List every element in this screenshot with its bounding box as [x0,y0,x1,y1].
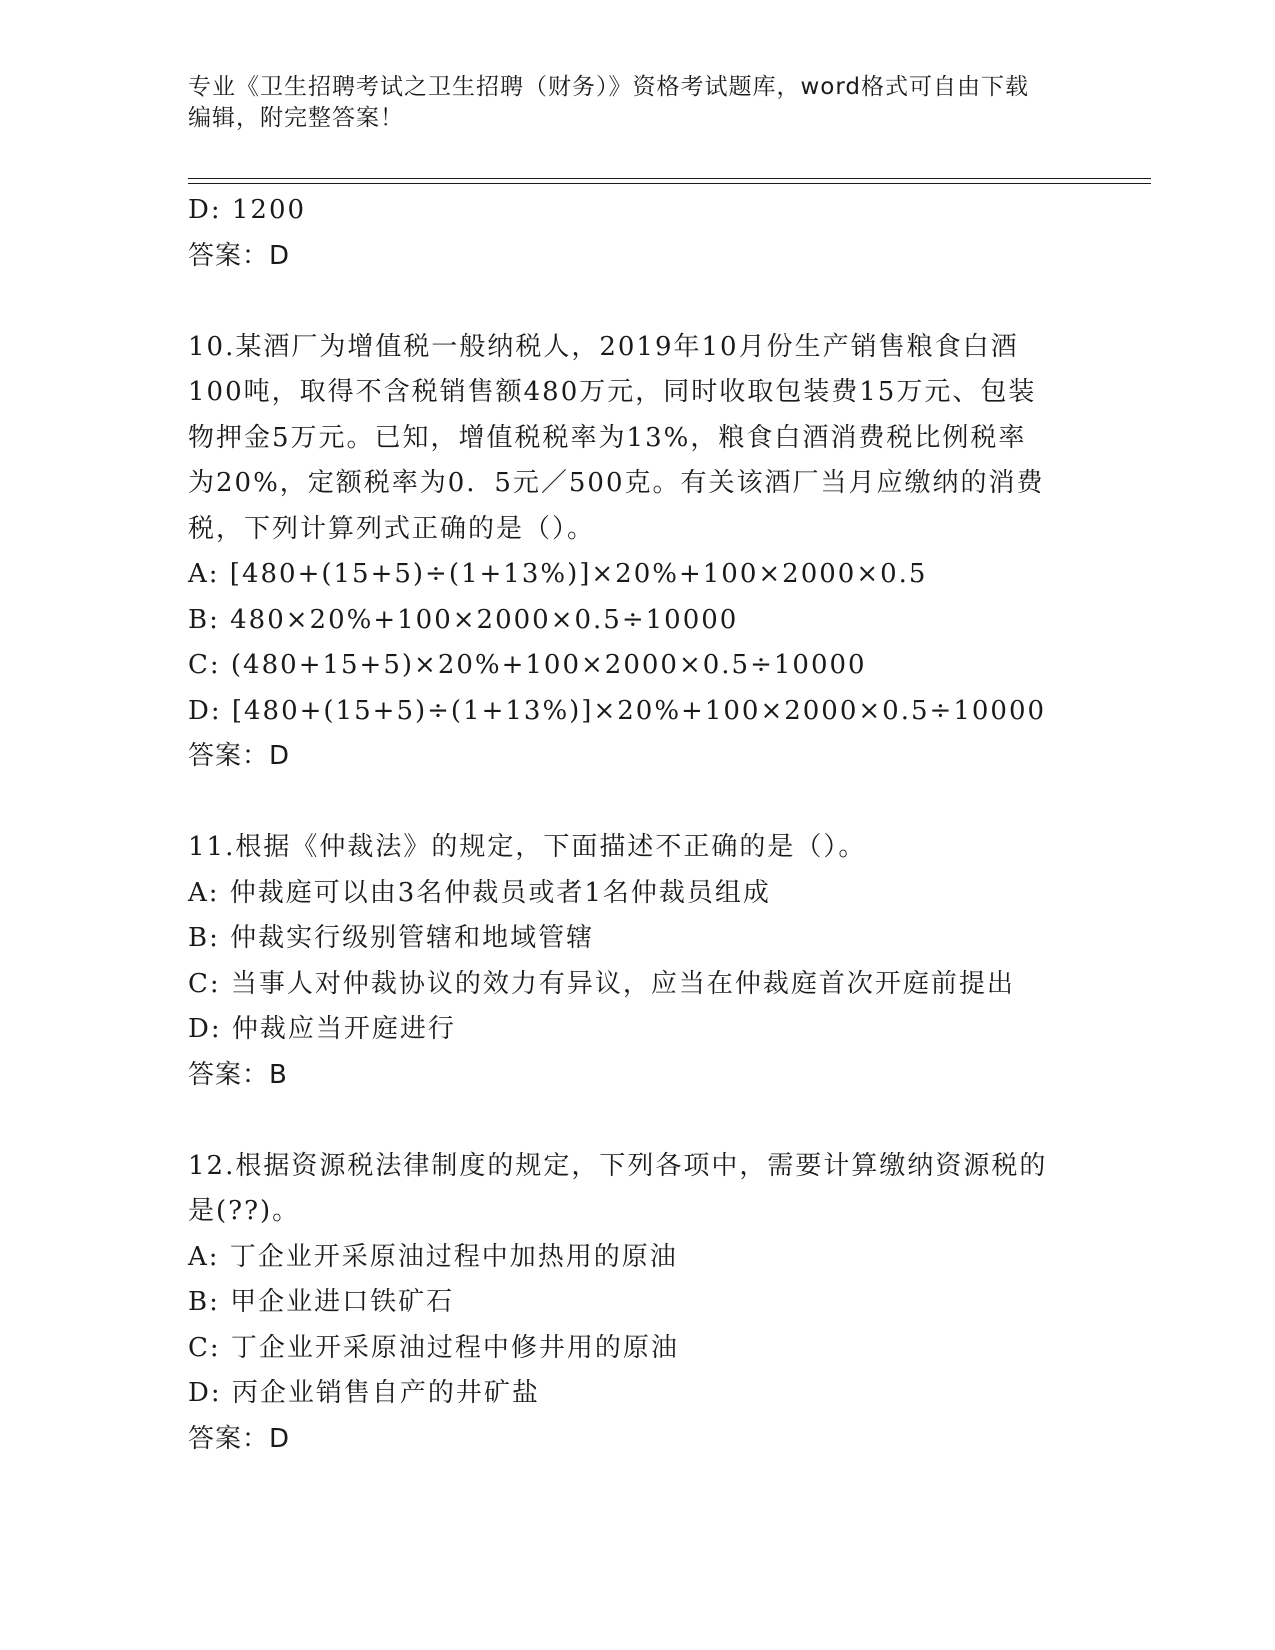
spacer [188,1098,1088,1144]
question-stem-line: 为20%，定额税率为0．5元／500克。有关该酒厂当月应缴纳的消费 [188,468,1045,498]
question-stem-line: 税，下列计算列式正确的是（）。 [188,513,596,544]
option-d: D: 仲裁应当开庭进行 [188,1014,456,1044]
spacer [188,780,1088,826]
option-b: B: 甲企业进口铁矿石 [188,1287,455,1317]
question-11 [188,825,1088,1098]
option-d: D: [480+(15+5)÷(1+13%)]×20%+100×2000×0.5÷10000 [188,695,1047,726]
option-a: A: 丁企业开采原油过程中加热用的原油 [188,1241,678,1272]
answer-line: 答案：B [188,1059,288,1090]
spacer [188,279,1088,325]
option-c: C: 丁企业开采原油过程中修井用的原油 [188,1332,679,1363]
question-stem-line: 100吨，取得不含税销售额480万元，同时收取包装费15万元、包装 [188,377,1037,407]
question-12 [188,1144,1088,1463]
header-line-1: 专业《卫生招聘考试之卫生招聘（财务）》资格考试题库，word格式可自由下载 [188,74,1030,100]
question-stem-line: 11.根据《仲裁法》的规定，下面描述不正确的是（）。 [188,832,867,862]
answer-line: 答案：D [188,240,291,271]
answer-line: 答案：D [188,741,291,771]
answer-line: 答案：D [188,1423,291,1454]
question-10 [188,325,1088,780]
header-divider-top [188,178,1151,179]
option-d: D: 丙企业销售自产的井矿盐 [188,1378,540,1408]
question-stem-line: 物押金5万元。已知，增值税税率为13%，粮食白酒消费税比例税率 [188,422,1027,453]
document-body [188,188,1088,1462]
question-stem-line: 12.根据资源税法律制度的规定，下列各项中，需要计算缴纳资源税的 [188,1150,1048,1181]
question-stem-line: 10.某酒厂为增值税一般纳税人，2019年10月份生产销售粮食白酒 [188,331,1019,362]
option-a: A: [480+(15+5)÷(1+13%)]×20%+100×2000×0.5 [188,559,928,589]
option-b: B: 仲裁实行级别管辖和地域管辖 [188,923,595,953]
document-header [188,72,1068,134]
header-line-2: 编辑，附完整答案！ [188,105,404,131]
option-c: C: (480+15+5)×20%+100×2000×0.5÷10000 [188,650,867,680]
option-c: C: 当事人对仲裁协议的效力有异议，应当在仲裁庭首次开庭前提出 [188,968,1015,999]
option-d: D: 1200 [188,195,307,225]
question-stem-line: 是(??)。 [188,1196,301,1226]
header-divider-bottom [188,183,1151,184]
option-a: A: 仲裁庭可以由3名仲裁员或者1名仲裁员组成 [188,877,771,908]
option-b: B: 480×20%+100×2000×0.5÷10000 [188,604,739,635]
